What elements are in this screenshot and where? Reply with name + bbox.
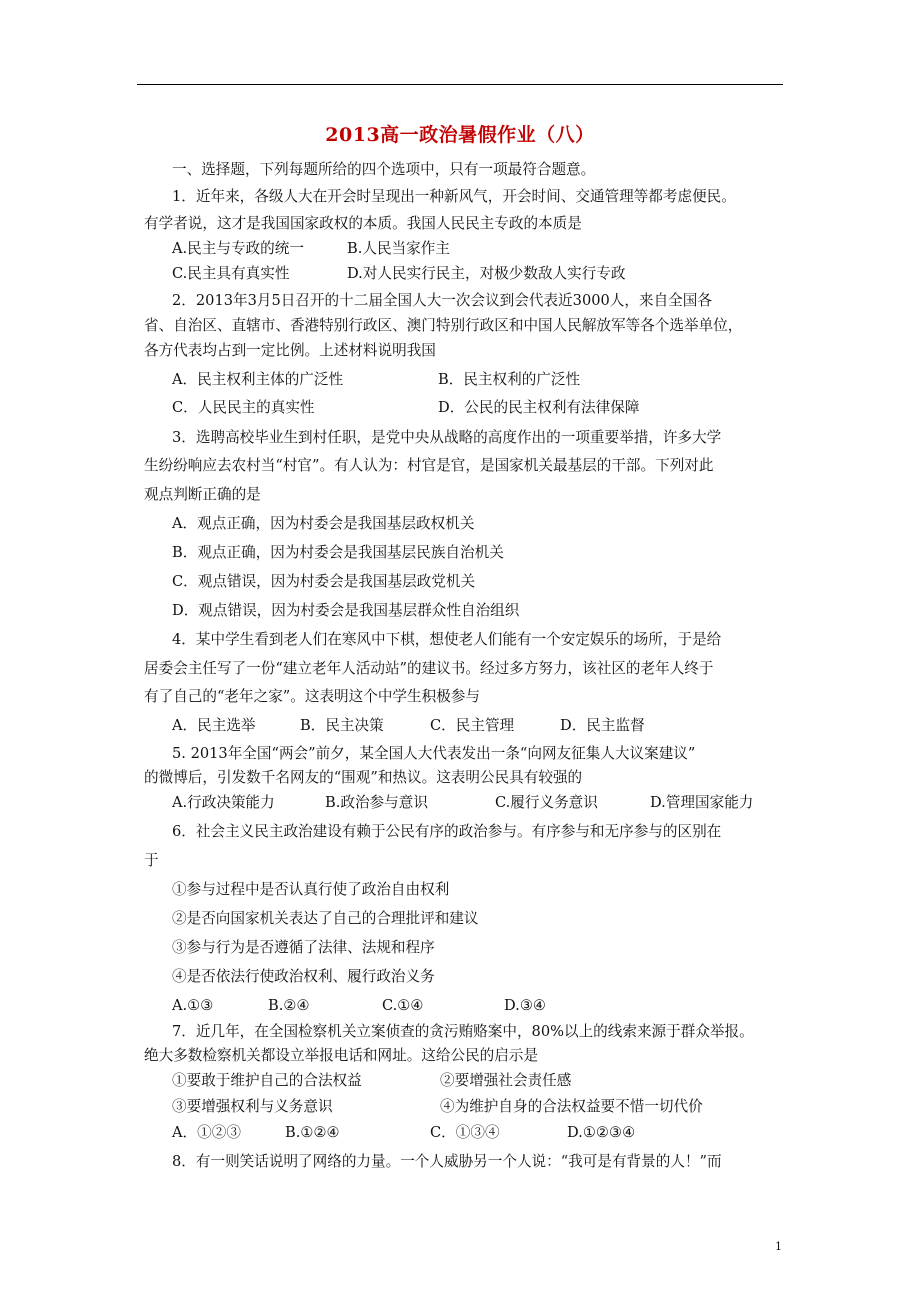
q2-stem-3: 各方代表均占到一定比例。上述材料说明我国 (144, 342, 436, 359)
q7-option-d: D.①②③④ (567, 1124, 636, 1141)
q3-option-d: D．观点错误，因为村委会是我国基层群众性自治组织 (172, 602, 520, 619)
q4-option-d: D．民主监督 (560, 717, 645, 734)
q7-statement-2: ②要增强社会责任感 (440, 1072, 572, 1089)
q3-option-c: C．观点错误，因为村委会是我国基层政党机关 (172, 573, 476, 590)
q1-option-d: D.对人民实行民主，对极少数敌人实行专政 (347, 265, 626, 282)
q4-stem-3: 有了自己的“老年之家”。这表明这个中学生积极参与 (144, 688, 480, 705)
q7-option-b: B.①②④ (285, 1124, 340, 1141)
q2-option-b: B．民主权利的广泛性 (438, 371, 581, 388)
q6-option-b: B.②④ (268, 997, 310, 1014)
q6-stem-1: 6．社会主义民主政治建设有赖于公民有序的政治参与。有序参与和无序参与的区别在 (172, 823, 722, 840)
q1-option-c: C.民主具有真实性 (172, 265, 290, 282)
q7-stem-1: 7．近几年，在全国检察机关立案侦查的贪污贿赂案中，80%以上的线索来源于群众举报。 (172, 1023, 754, 1040)
q6-option-a: A.①③ (172, 997, 214, 1014)
page-number: 1 (775, 1240, 782, 1253)
page-title: 2013高一政治暑假作业（八） (325, 124, 595, 146)
section-intro: 一、选择题，下列每题所给的四个选项中，只有一项最符合题意。 (172, 161, 596, 178)
q7-statement-3: ③要增强权利与义务意识 (172, 1098, 333, 1115)
q1-stem-2: 有学者说，这才是我国国家政权的本质。我国人民民主专政的本质是 (144, 215, 582, 232)
q6-option-d: D.③④ (504, 997, 546, 1014)
q3-stem-1: 3．选聘高校毕业生到村任职，是党中央从战略的高度作出的一项重要举措，许多大学 (172, 429, 722, 446)
q4-stem-2: 居委会主任写了一份“建立老年人活动站”的建议书。经过多方努力，该社区的老年人终于 (144, 660, 714, 677)
q3-stem-3: 观点判断正确的是 (144, 486, 261, 503)
q7-stem-2: 绝大多数检察机关都设立举报电话和网址。这给公民的启示是 (144, 1047, 539, 1064)
q5-option-c: C.履行义务意识 (495, 794, 598, 811)
header-rule (137, 84, 783, 85)
q7-statement-4: ④为维护自身的合法权益要不惜一切代价 (440, 1098, 703, 1115)
q6-statement-4: ④是否依法行使政治权利、履行政治义务 (172, 968, 435, 985)
q3-option-a: A．观点正确，因为村委会是我国基层政权机关 (172, 515, 475, 532)
q2-option-c: C．人民民主的真实性 (172, 399, 315, 416)
q1-option-a: A.民主与专政的统一 (172, 240, 304, 257)
q2-option-a: A．民主权利主体的广泛性 (172, 371, 344, 388)
q4-option-a: A．民主选举 (172, 717, 256, 734)
q1-option-b: B.人民当家作主 (347, 240, 450, 257)
q1-stem-1: 1．近年来，各级人大在开会时呈现出一种新风气，开会时间、交通管理等都考虑便民。 (172, 188, 736, 205)
q6-statement-2: ②是否向国家机关表达了自己的合理批评和建议 (172, 910, 479, 927)
q6-statement-3: ③参与行为是否遵循了法律、法规和程序 (172, 939, 435, 956)
q3-stem-2: 生纷纷响应去农村当“村官”。有人认为：村官是官，是国家机关最基层的干部。下列对此 (144, 457, 714, 474)
q5-option-d: D.管理国家能力 (650, 794, 754, 811)
q6-stem-2: 于 (144, 852, 159, 869)
q4-option-b: B．民主决策 (300, 717, 384, 734)
q6-option-c: C.①④ (382, 997, 424, 1014)
q5-option-a: A.行政决策能力 (172, 794, 275, 811)
q7-option-a: A．①②③ (172, 1124, 241, 1141)
q5-stem-2: 的微博后，引发数千名网友的“围观”和热议。这表明公民具有较强的 (144, 769, 583, 786)
q6-statement-1: ①参与过程中是否认真行使了政治自由权利 (172, 881, 450, 898)
q7-option-c: C．①③④ (430, 1124, 500, 1141)
q5-option-b: B.政治参与意识 (325, 794, 428, 811)
q2-option-d: D．公民的民主权利有法律保障 (438, 399, 640, 416)
q3-option-b: B．观点正确，因为村委会是我国基层民族自治机关 (172, 544, 504, 561)
q5-stem-1: 5. 2013年全国“两会”前夕，某全国人大代表发出一条“向网友征集人大议案建议” (172, 745, 696, 762)
q8-stem-1: 8．有一则笑话说明了网络的力量。一个人威胁另一个人说：“我可是有背景的人！”而 (172, 1153, 722, 1170)
q7-statement-1: ①要敢于维护自己的合法权益 (172, 1072, 362, 1089)
q2-stem-2: 省、自治区、直辖市、香港特别行政区、澳门特别行政区和中国人民解放军等各个选举单位， (144, 317, 743, 334)
q2-stem-1: 2．2013年3月5日召开的十二届全国人大一次会议到会代表近3000人，来自全国各 (172, 292, 712, 309)
q4-option-c: C．民主管理 (430, 717, 515, 734)
q4-stem-1: 4．某中学生看到老人们在寒风中下棋，想使老人们能有一个安定娱乐的场所，于是给 (172, 631, 722, 648)
